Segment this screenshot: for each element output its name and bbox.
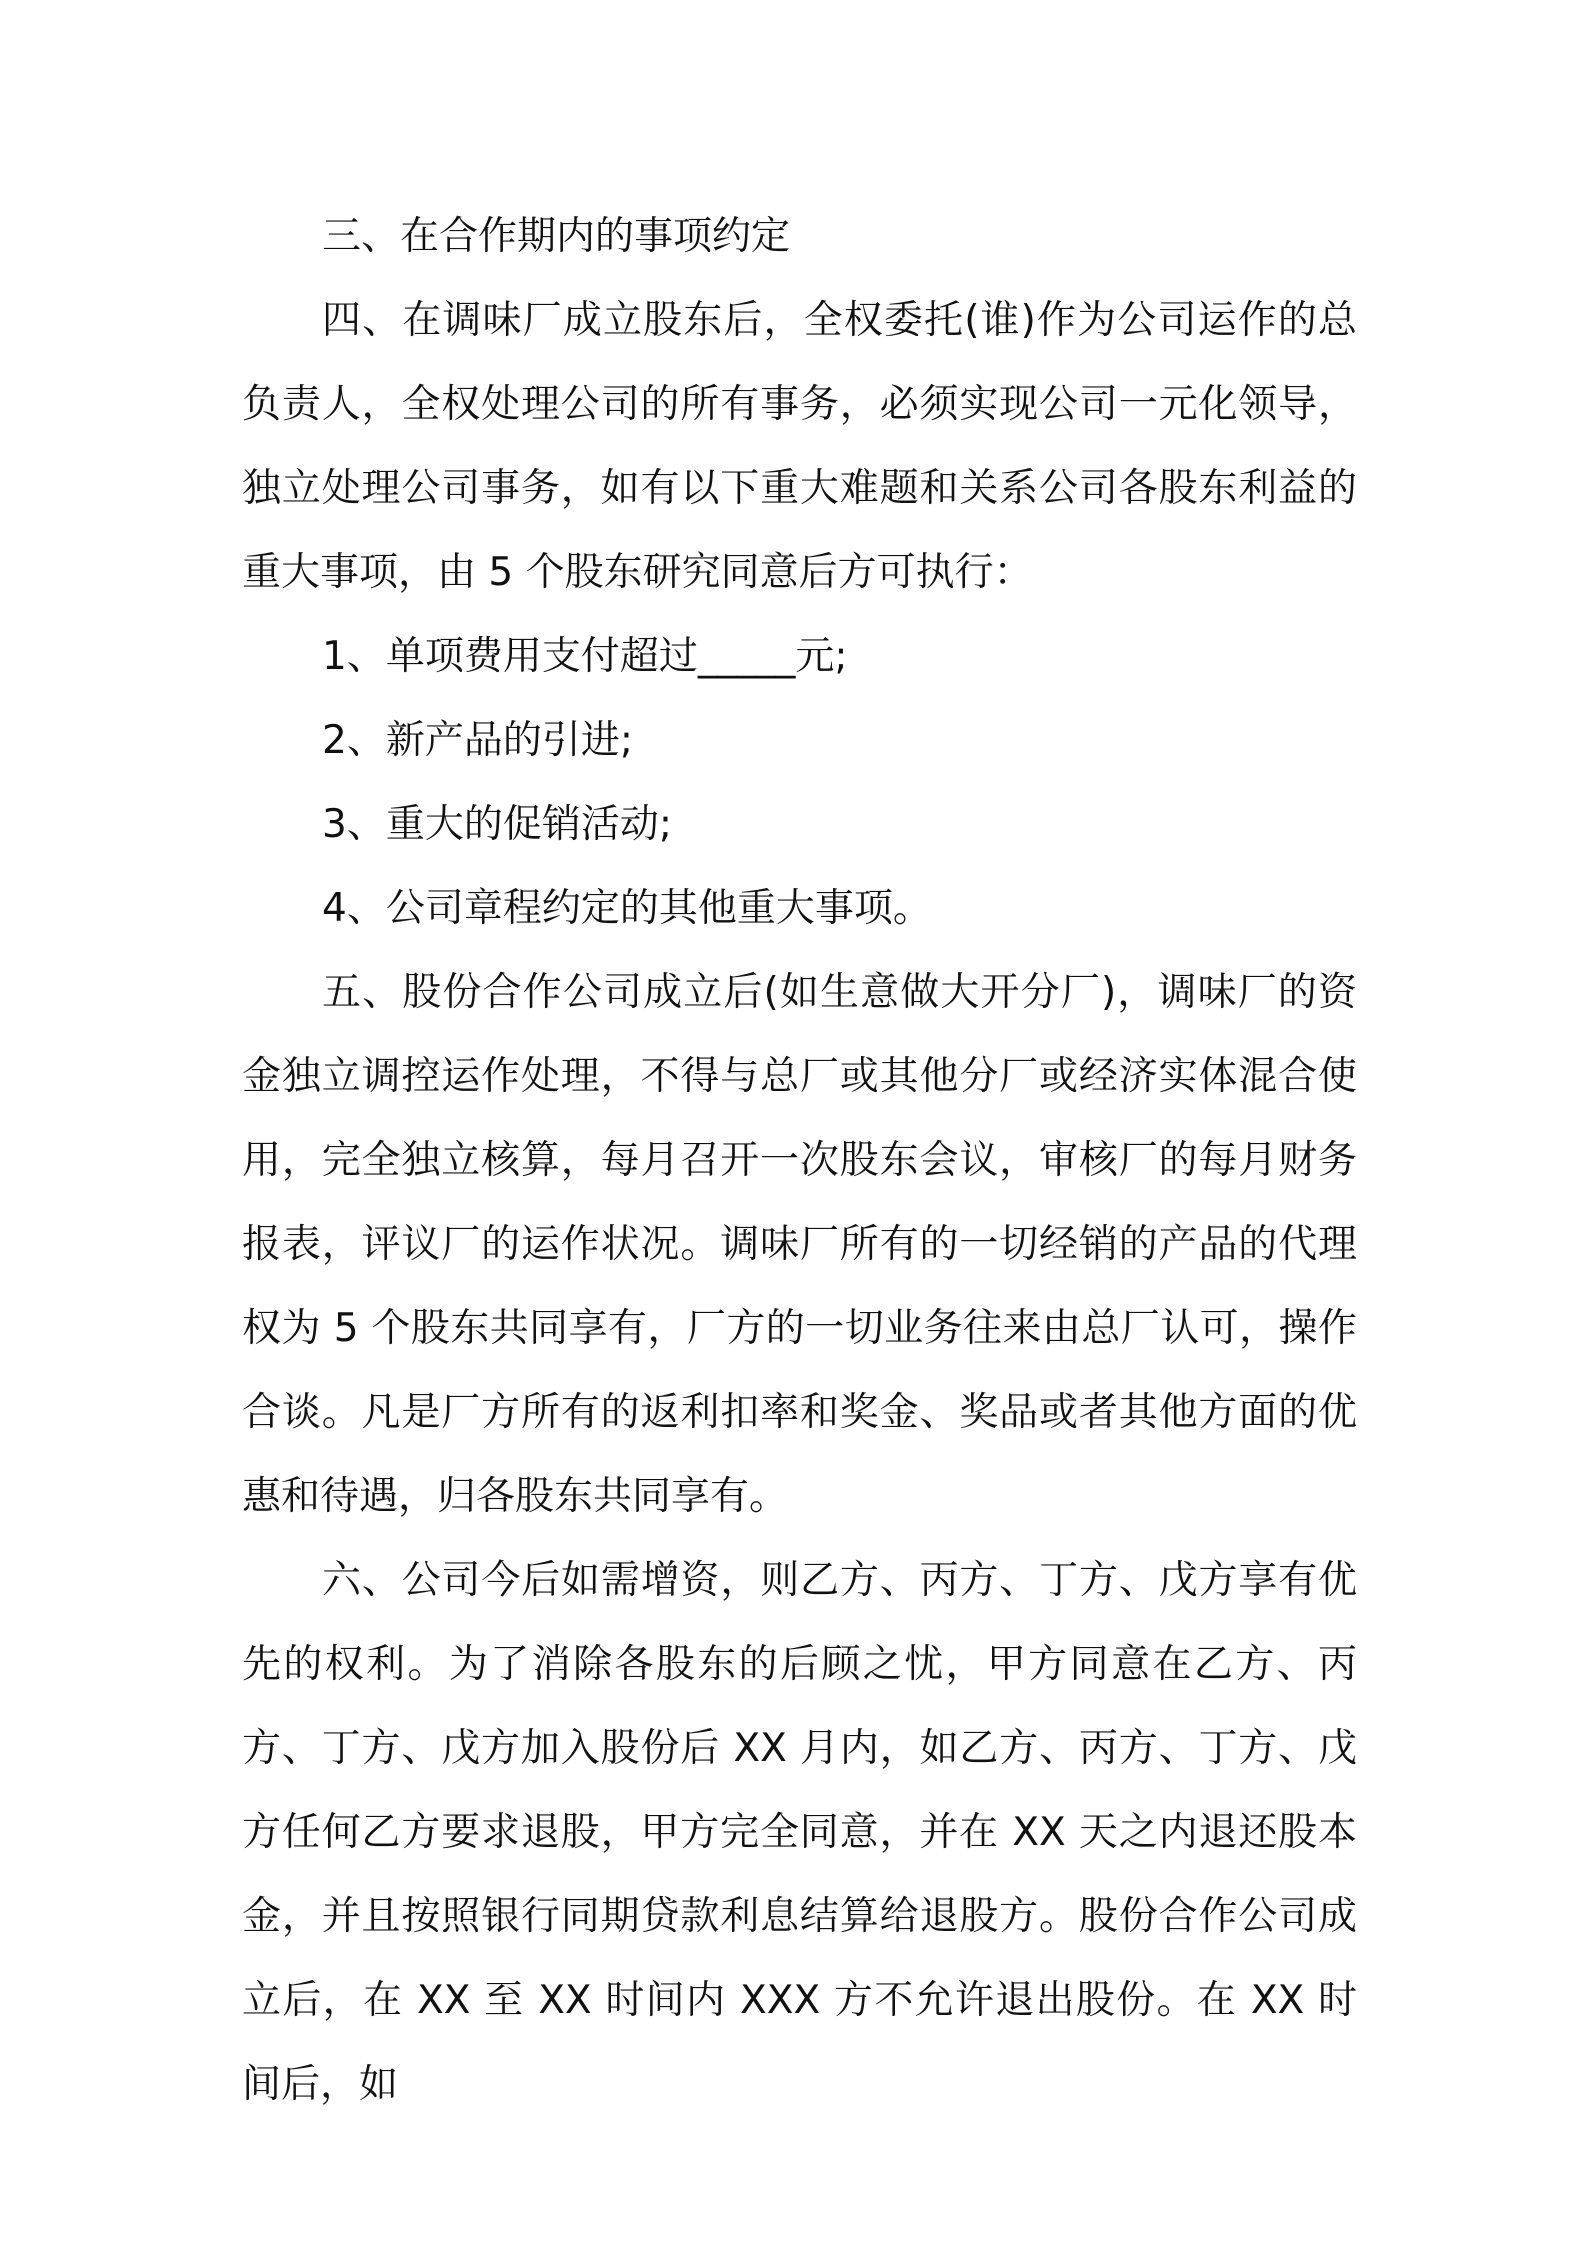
section-four-paragraph: 四、在调味厂成立股东后，全权委托(谁)作为公司运作的总负责人，全权处理公司的所有事务，必须实现公司一元化领导，独立处理公司事务，如有以下重大难题和关系公司各股东利益的重大事项，由 5 个股东研究同意后方可执行：: [242, 298, 1357, 595]
section-five-paragraph: 五、股份合作公司成立后(如生意做大开分厂)，调味厂的资金独立调控运作处理，不得与总厂或其他分厂或经济实体混合使用，完全独立核算，每月召开一次股东会议，审核厂的每月财务报表，评议厂的运作状况。调味厂所有的一切经销的产品的代理权为 5 个股东共同享有，厂方的一切业务往来由总厂认可，操作合谈。凡是厂方所有的返利扣率和奖金、奖品或者其他方面的优惠和待遇，归各股东共同享有。: [242, 970, 1357, 1519]
list-item-3: 3、重大的促销活动;: [322, 802, 672, 847]
section-six-paragraph: 六、公司今后如需增资，则乙方、丙方、丁方、戊方享有优先的权利。为了消除各股东的后顾之忧，甲方同意在乙方、丙方、丁方、戊方加入股份后 XX 月内，如乙方、丙方、丁方、戊方任何乙方要求退股，甲方完全同意，并在 XX 天之内退还股本金，并且按照银行同期贷款利息结算给退股方。股份合作公司成立后，在 XX 至 XX 时间内 XXX 方不允许退出股份。在 XX 时间后，如: [242, 1558, 1357, 2107]
document-body: [242, 195, 1357, 2127]
section-three-heading: 三、在合作期内的事项约定: [322, 214, 791, 259]
list-item-2: 2、新产品的引进;: [322, 718, 633, 763]
list-item-1: 1、单项费用支付超过_____元;: [322, 634, 848, 679]
list-item-4: 4、公司章程约定的其他重大事项。: [322, 886, 932, 931]
